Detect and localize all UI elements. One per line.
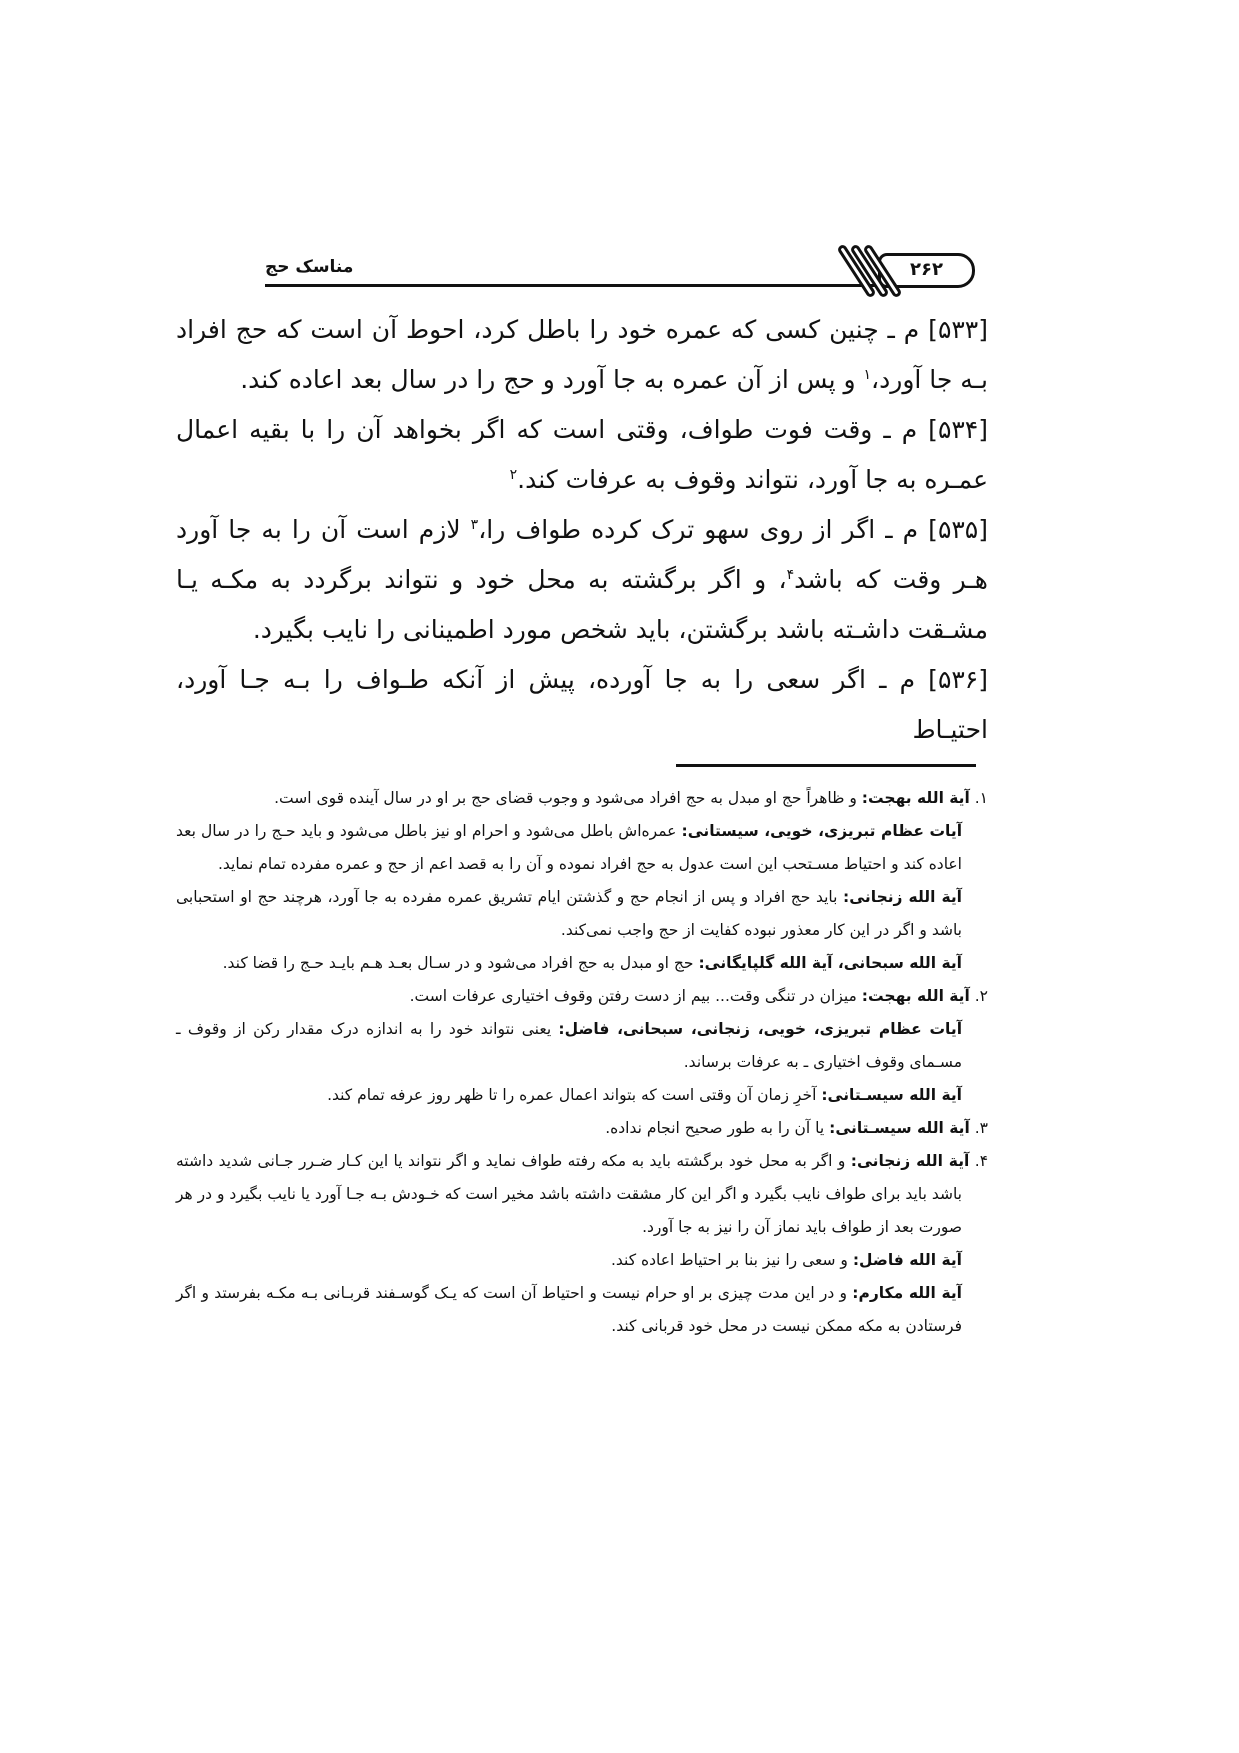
footnote-entry <box>176 1145 988 1343</box>
text-run: حج او مبدل به حج افراد می‌شود و در سـال بعـد هـم بایـد حـج را قضا کند. <box>222 954 699 972</box>
text-run: یعنی نتواند خود را به اندازه درک مقدار رکن از وقوف ـ مسـمای وقوف اختیاری ـ به عرفات برساند. <box>176 1020 962 1071</box>
marja-name: آیة الله سیسـتانی: <box>829 1119 970 1137</box>
footnote-marker: ۴ <box>786 567 795 583</box>
text-run: و اگر به محل خود برگشته باید به مکه رفته طواف نماید و اگر نتواند یا این کـار ضـرر جـانی شدید داشته باشد باید برای طواف نایب بگیرد و اگر این کار مشقت داشته باشد مخیر است که خـودش بـه جـا آورد یا نایب بگیرد و در هر صورت بعد از طواف باید نماز آن را نیز به جا آورد. <box>176 1152 962 1236</box>
marja-name: آیات عظام تبریزی، خویی، زنجانی، سبحانی، فاضل: <box>558 1020 963 1038</box>
footnote-number: ۲. <box>969 987 988 1005</box>
text-run: و سعی را نیز بنا بر احتیاط اعاده کند. <box>610 1251 853 1269</box>
page-header <box>176 245 988 303</box>
page-content <box>176 245 988 1343</box>
footnote-paragraph <box>176 1013 962 1079</box>
marja-name: آیة الله سیسـتانی: <box>821 1086 962 1104</box>
footnote-paragraph <box>176 782 988 815</box>
footnote-number: ۴. <box>969 1152 989 1170</box>
footnote-number: ۱. <box>969 789 988 807</box>
text-run: [۵۳۳] م ـ چنین کسی که عمره خود را باطل کرد، احوط آن است که حج افراد بـه جا آورد، <box>176 315 988 394</box>
marja-name: آیة الله زنجانی: <box>843 888 962 906</box>
footnote-entry <box>176 782 988 980</box>
footnote-paragraph <box>176 1112 988 1145</box>
text-run: [۵۳۵] م ـ اگر از روی سهو ترک کرده طواف را، <box>478 515 988 544</box>
main-text <box>176 305 988 755</box>
marja-name: آیة الله زنجانی: <box>850 1152 970 1170</box>
text-run: [۵۳۴] م ـ وقت فوت طواف، وقتی است که اگر بخواهد آن را با بقیه اعمال عمـره به جا آورد، نتواند وقوف به عرفات کند. <box>176 415 988 494</box>
text-run: میزان در تنگی وقت... بیم از دست رفتن وقوف اختیاری عرفات است. <box>409 987 862 1005</box>
header-rule <box>265 284 890 287</box>
ruling-paragraph <box>176 655 988 755</box>
footnote-entry <box>176 1112 988 1145</box>
footnote-paragraph <box>176 1145 989 1244</box>
footnote-paragraph <box>176 1244 962 1277</box>
page-number: ۲۶۲ <box>910 259 943 280</box>
text-run: عمره‌اش باطل می‌شود و احرام او نیز باطل می‌شود و باید حـج را در سال بعد اعاده کند و احتیاط مسـتحب این است عدول به حج افراد نموده و آن را به قصد اعم از حج و عمره مفرده تمام نماید. <box>176 822 962 873</box>
marja-name: آیات عظام تبریزی، خویی، سیستانی: <box>681 822 963 840</box>
running-head-title: مناسک حج <box>265 257 354 277</box>
text-run: باید حج افراد و پس از انجام حج و گذشتن ایام تشریق عمره مفرده به جا آورد، هرچند حج او استحبابی باشد و اگر در این کار معذور نبوده کفایت از حج واجب نمی‌کند. <box>176 888 962 939</box>
footnote-paragraph <box>176 947 962 980</box>
ruling-paragraph <box>176 305 988 405</box>
footnote-paragraph <box>176 815 962 881</box>
ruling-paragraph <box>176 505 988 655</box>
footnotes <box>176 782 988 1343</box>
text-run: و ظاهراً حج او مبدل به حج افراد می‌شود و وجوب قضای حج بر او در سال آینده قوی است. <box>274 789 862 807</box>
marja-name: آیة الله مکارم: <box>852 1284 963 1302</box>
text-run: و در این مدت چیزی بر او حرام نیست و احتیاط آن است که یـک گوسـفند قربـانی بـه مکـه بفرستد و اگر فرستادن به مکه ممکن نیست در محل خود قربانی کند. <box>176 1284 962 1335</box>
footnote-paragraph <box>176 1277 962 1343</box>
footnote-paragraph <box>176 980 988 1013</box>
footnote-paragraph <box>176 1079 962 1112</box>
footnote-number: ۳. <box>969 1119 988 1137</box>
footnote-marker: ۲ <box>509 467 518 483</box>
footnote-marker: ۱ <box>863 367 872 383</box>
diagonal-stripes-icon <box>852 241 922 305</box>
text-run: ، و اگر برگشته به محل خود و نتواند برگردد به مکـه یـا مشـقت داشـته باشد برگشتن، باید شخص مورد اطمینانی را نایب بگیرد. <box>176 565 988 644</box>
text-run: لازم است آن را به جا آورد هـر وقت که باشد <box>176 515 988 594</box>
text-run: یا آن را به طور صحیح انجام نداده. <box>605 1119 830 1137</box>
footnote-marker: ۳ <box>470 517 479 533</box>
footnote-separator <box>676 764 976 767</box>
text-run: [۵۳۶] م ـ اگر سعی را به جا آورده، پیش از آنکه طـواف را بـه جـا آورد، احتیـاط <box>176 665 988 744</box>
footnote-entry <box>176 980 988 1112</box>
marja-name: آیة الله فاضل: <box>852 1251 962 1269</box>
footnote-paragraph <box>176 881 962 947</box>
text-run: آخرِ زمان آن وقتی است که بتواند اعمال عمره را تا ظهر روز عرفه تمام کند. <box>327 1086 822 1104</box>
text-run: و پس از آن عمره به جا آورد و حج را در سال بعد اعاده کند. <box>240 365 864 394</box>
marja-name: آیة الله سبحانی، آیة الله گلپایگانی: <box>698 954 962 972</box>
marja-name: آیة الله بهجت: <box>861 987 970 1005</box>
ruling-paragraph <box>176 405 988 505</box>
marja-name: آیة الله بهجت: <box>861 789 970 807</box>
